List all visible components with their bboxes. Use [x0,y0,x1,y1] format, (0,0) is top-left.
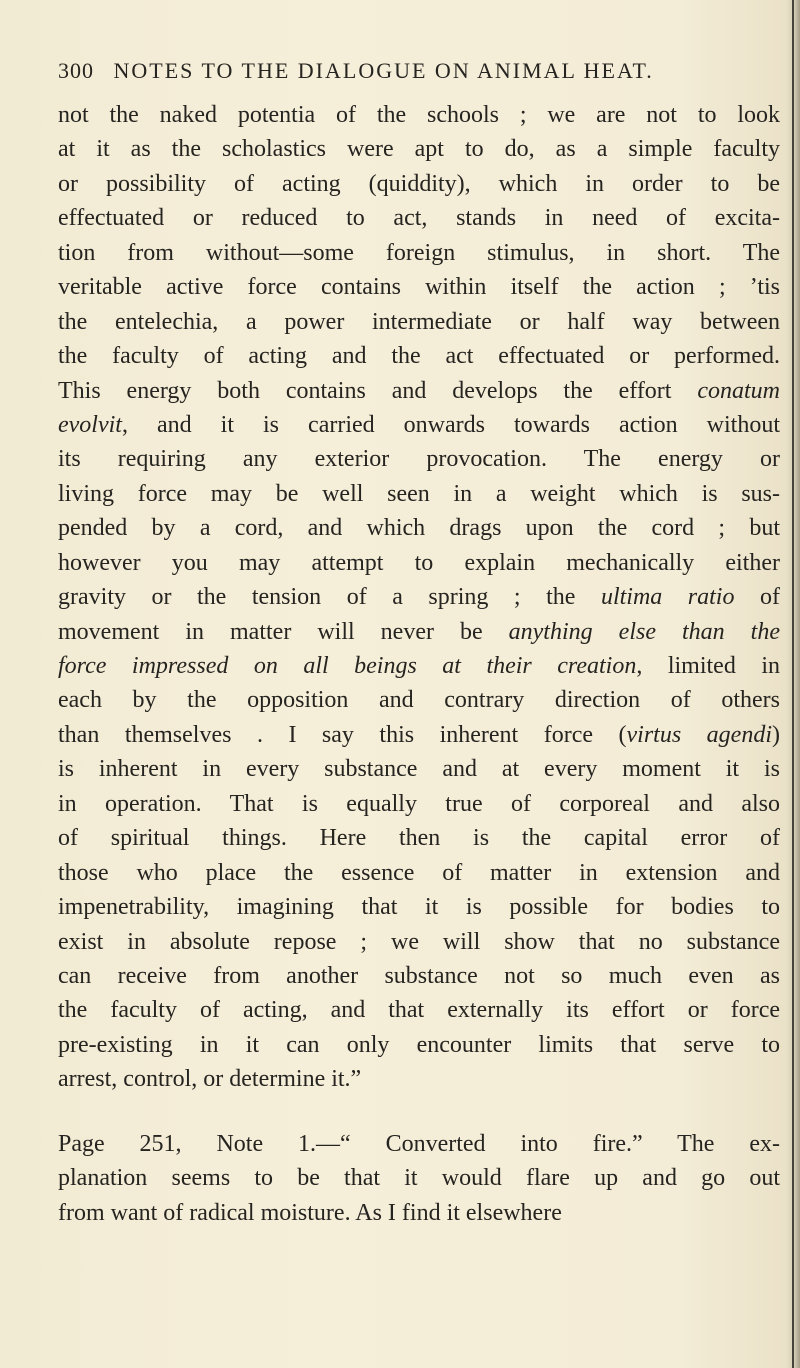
italic-text: force impressed on all beings at their creation [58,653,637,679]
text-segment: in operation. That is equally true of corporeal and also [58,790,780,817]
text-segment: gravity or the tension of a spring ; the [58,584,601,611]
running-title: NOTES TO THE DIALOGUE ON ANIMAL HEAT. [113,58,654,83]
text-line [58,1028,780,1062]
text-line [58,649,780,683]
text-segment: of spiritual things. Here then is the capital error of [58,825,780,852]
text-segment: Page 251, Note 1.—“ Converted into fire.” The ex- [58,1130,780,1157]
text-line [58,442,780,476]
text-segment: from want of radical moisture. As I find it elsewhere [58,1199,562,1226]
text-line [58,821,780,855]
text-segment: impenetrability, imagining that it is possible for bodies to [58,894,780,921]
text-line [58,890,780,924]
text-segment: the faculty of acting, and that externally its effort or force [58,997,780,1024]
text-segment: its requiring any exterior provocation. The energy or [58,446,780,473]
text-segment: This energy both contains and develops the effort [58,377,698,404]
text-line [58,201,780,235]
text-segment: each by the opposition and contrary direction of others [58,687,780,714]
italic-text: virtus agendi [626,721,772,748]
text-line [58,374,780,408]
text-line [58,477,780,511]
text-line [58,270,780,304]
text-line [58,98,780,132]
paragraph [58,98,780,1097]
text-segment: is inherent in every substance and at every moment it is [58,756,780,783]
text-segment: however you may attempt to explain mechanically either [58,549,780,576]
text-line [58,167,780,201]
italic-text: evolvit [58,411,122,438]
text-segment: planation seems to be that it would flare up and go out [58,1165,780,1192]
text-line [58,305,780,339]
italic-text: conatum [697,377,780,404]
text-line [58,511,780,545]
text-segment: the faculty of acting and the act effectuated or performed. [58,343,780,370]
text-line [58,339,780,373]
text-line [58,959,780,993]
text-line [58,925,780,959]
text-line [58,752,780,786]
text-segment: can receive from another substance not so much even as [58,962,780,989]
paragraph-gap [58,1097,780,1127]
italic-text: ultima ratio [600,584,735,611]
paragraph [58,1127,780,1230]
text-line [58,856,780,890]
text-segment: those who place the essence of matter in extension and [58,859,780,886]
text-segment: the entelechia, a power intermediate or half way between [58,308,780,335]
text-segment: than themselves . I say this inherent force ( [58,721,627,748]
text-segment: arrest, control, or determine it.” [58,1066,362,1093]
text-line [58,787,780,821]
text-segment: movement in matter will never be [58,618,509,645]
text-line [58,993,780,1027]
body-text [58,98,780,1230]
text-segment: living force may be well seen in a weight which is sus- [58,480,780,507]
text-segment: effectuated or reduced to act, stands in need of excita- [58,205,780,232]
running-head [58,58,758,84]
text-line [58,132,780,166]
text-line [58,580,780,614]
text-segment: ) [771,721,780,748]
text-segment: , limited in [636,653,780,679]
text-segment: of [734,584,780,611]
text-segment: , and it is carried onwards towards action without [121,411,780,438]
text-segment: or possibility of acting (quiddity), which in order to be [58,170,780,197]
page-number: 300 [58,58,94,83]
text-line [58,236,780,270]
italic-text: anything else than the [508,618,780,645]
text-line [58,683,780,717]
page-edge [792,0,794,1368]
text-segment: tion from without—some foreign stimulus, in short. The [58,239,780,266]
text-line [58,1062,780,1096]
text-segment: at it as the scholastics were apt to do, as a simple faculty [58,136,780,163]
text-segment: pended by a cord, and which drags upon the cord ; but [58,515,780,542]
text-line [58,1196,780,1230]
text-segment: veritable active force contains within itself the action ; ’tis [58,274,780,301]
text-line [58,1127,780,1161]
text-line [58,615,780,649]
text-segment: not the naked potentia of the schools ; we are not to look [58,102,780,128]
text-line [58,408,780,442]
text-line [58,718,780,752]
text-line [58,546,780,580]
text-line [58,1161,780,1195]
text-segment: pre-existing in it can only encounter limits that serve to [58,1031,780,1058]
text-segment: exist in absolute repose ; we will show that no substance [58,928,780,955]
